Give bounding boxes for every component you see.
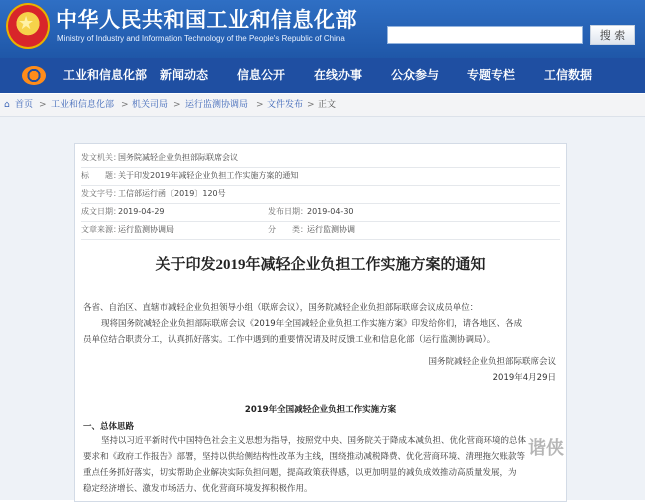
meta-dates-row	[81, 203, 560, 222]
meta-class-label: 分 类：	[268, 225, 308, 234]
meta-number-label: 发文字号：	[81, 189, 121, 198]
nav-item-news[interactable]: 新闻动态	[160, 68, 209, 82]
nav-item-home[interactable]: 工业和信息化部	[63, 68, 148, 82]
meta-title-row	[81, 167, 560, 186]
breadcrumb-separator: >	[307, 100, 315, 110]
meta-issuer-value: 国务院减轻企业负担部际联席会议	[118, 153, 238, 162]
document-title: 关于印发2019年减轻企业负担工作实施方案的通知	[155, 257, 486, 273]
nav-item-topics[interactable]: 专题专栏	[467, 68, 516, 82]
breadcrumb-current: 正文	[318, 100, 337, 110]
document-panel	[74, 143, 567, 502]
watermark: 谐侠	[528, 438, 564, 459]
breadcrumb-separator: >	[256, 100, 264, 110]
nav-item-info-public[interactable]: 信息公开	[237, 68, 286, 82]
breadcrumb-ministry[interactable]: 工业和信息化部	[51, 100, 115, 110]
signature-date: 2019年4月29日	[492, 373, 556, 383]
paragraph-line: 重点任务抓好落实，切实帮助企业解决实际负担问题，提高政策获得感，以更加明显的减负成效推动高质量发展，为	[83, 468, 517, 478]
nav-item-participation[interactable]: 公众参与	[391, 68, 440, 82]
breadcrumb	[0, 94, 645, 117]
signature-org: 国务院减轻企业负担部际联席会议	[428, 357, 556, 367]
meta-source-label: 文章来源：	[81, 225, 121, 234]
breadcrumb-home[interactable]: 首页	[15, 100, 34, 110]
section-heading: 一、总体思路	[83, 422, 135, 432]
meta-created-label: 成文日期：	[81, 207, 121, 216]
meta-class-value: 运行监测协调	[307, 225, 355, 234]
nav-logo-icon	[22, 66, 46, 85]
paragraph-line: 员单位结合职责分工，认真抓好落实。工作中遇到的重要情况请及时反馈工业和信息化部（运行监测协调局）。	[83, 335, 496, 345]
nav-item-data[interactable]: 工信数据	[544, 68, 593, 82]
meta-issuer-label: 发文机关：	[81, 153, 121, 162]
paragraph-line: 稳定经济增长、激发市场活力、优化营商环境发挥积极作用。	[83, 484, 313, 494]
meta-published-label: 发布日期：	[268, 207, 308, 216]
meta-issuer-row	[81, 149, 560, 168]
recipient-line: 各省、自治区、直辖市减轻企业负担领导小组（联席会议），国务院减轻企业负担部际联席会议成员单位：	[83, 303, 479, 313]
meta-number-value: 工信部运行函〔2019〕120号	[118, 189, 226, 198]
breadcrumb-separator: >	[39, 100, 47, 110]
site-subtitle: Ministry of Industry and Information Technology of the People's Republic of China	[57, 34, 345, 43]
meta-number-row	[81, 185, 560, 204]
search-input[interactable]	[387, 26, 583, 44]
meta-published-value: 2019-04-30	[307, 207, 354, 216]
paragraph-line: 坚持以习近平新时代中国特色社会主义思想为指导，按照党中央、国务院关于降成本减负担、优化营商环境的总体	[101, 436, 527, 446]
breadcrumb-separator: >	[121, 100, 129, 110]
home-icon[interactable]: ⌂	[4, 100, 10, 110]
main-nav	[0, 58, 645, 93]
paragraph-line: 要求和《政府工作报告》部署，坚持以供给侧结构性改革为主线，围绕推动减税降费、优化营商环境、清理拖欠账款等	[83, 452, 526, 462]
search-button[interactable]: 搜 索	[590, 25, 635, 45]
breadcrumb-departments[interactable]: 机关司局	[132, 100, 169, 110]
breadcrumb-bureau[interactable]: 运行监测协调局	[185, 100, 249, 110]
annex-title: 2019年全国减轻企业负担工作实施方案	[244, 405, 397, 415]
meta-title-value: 关于印发2019年减轻企业负担工作实施方案的通知	[118, 171, 299, 180]
breadcrumb-separator: >	[173, 100, 181, 110]
site-title[interactable]: 中华人民共和国工业和信息化部	[56, 9, 357, 32]
meta-source-value: 运行监测协调局	[118, 225, 174, 234]
breadcrumb-documents[interactable]: 文件发布	[267, 100, 304, 110]
national-emblem-icon: ★	[6, 3, 50, 49]
paragraph-line: 现将国务院减轻企业负担部际联席会议《2019年全国减轻企业负担工作实施方案》印发给你们，请各地区、各成	[101, 319, 523, 329]
nav-item-online-service[interactable]: 在线办事	[314, 68, 363, 82]
site-header	[0, 0, 645, 58]
meta-created-value: 2019-04-29	[118, 207, 165, 216]
meta-title-label: 标 题：	[81, 171, 121, 180]
meta-source-row	[81, 221, 560, 240]
